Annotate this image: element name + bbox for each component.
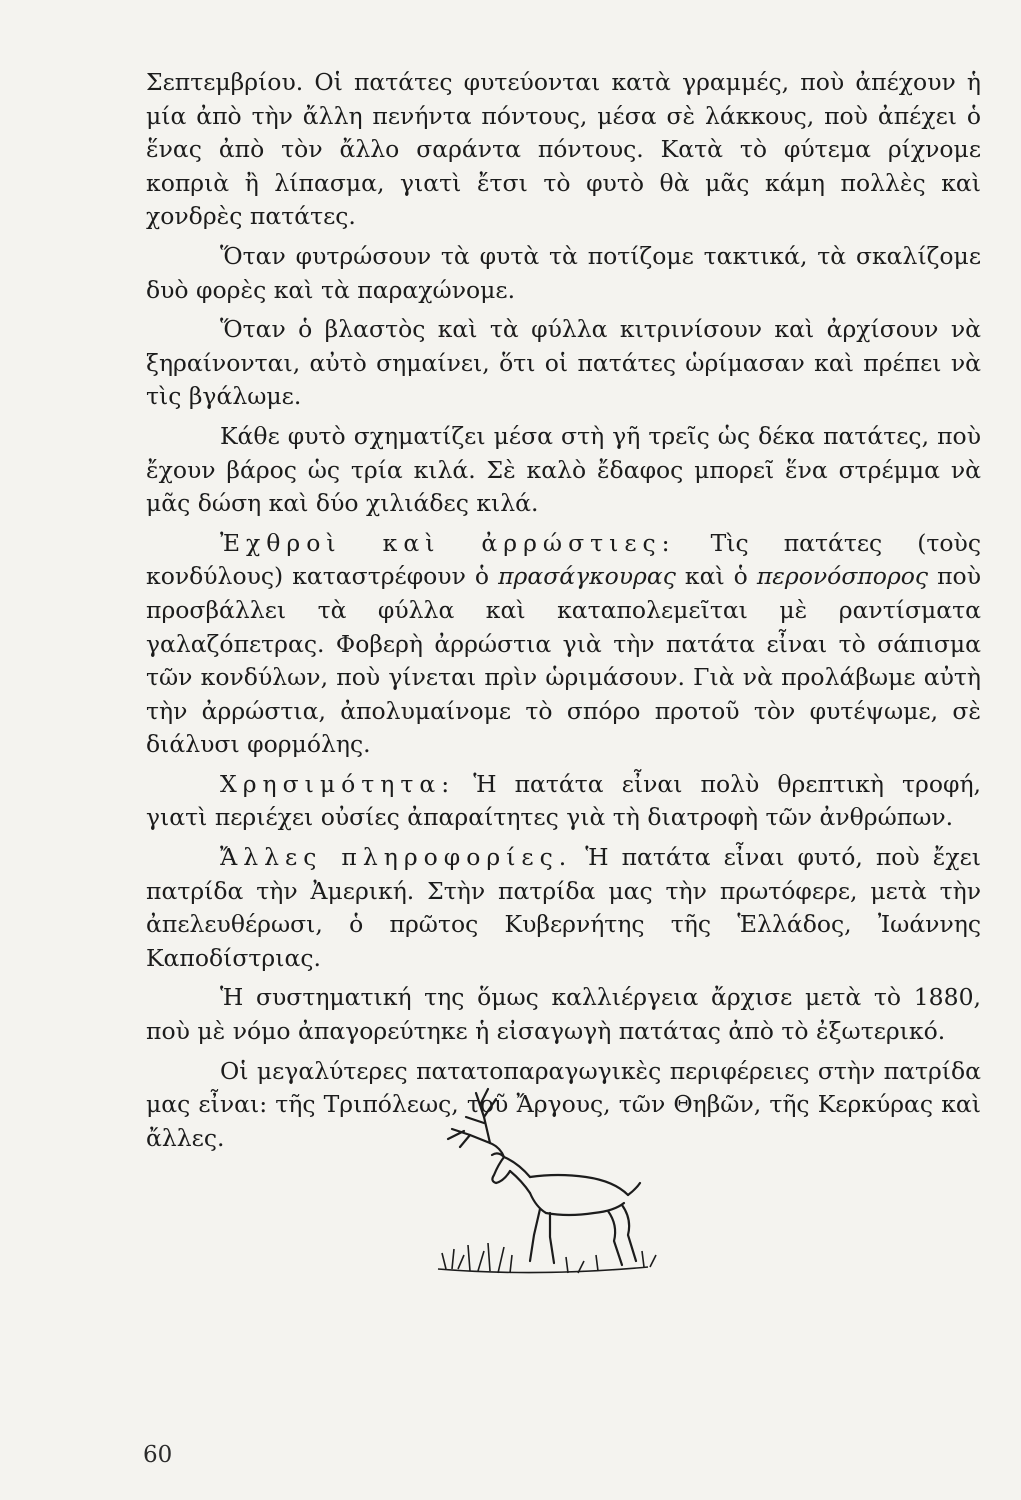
- enemies-heading: Ἐχθροὶ καὶ ἀρρώστιες:: [220, 528, 676, 557]
- usefulness-text: Ἡ πατάτα εἶναι πολὺ θρεπτικὴ τροφή, γιατὶ περιέχει οὐσίες ἀπαραίτητες γιὰ τὴ διατροφὴ τῶν ἀνθρώπων.: [146, 769, 981, 832]
- deer-icon: [418, 1085, 663, 1280]
- usefulness-heading: Χρησιμότητα:: [220, 769, 456, 798]
- page-number: 60: [143, 1442, 173, 1468]
- paragraph-enemies: [146, 527, 981, 762]
- pest-name-2: περονόσπορος: [756, 562, 929, 591]
- paragraph-yield: Κάθε φυτὸ σχηματίζει μέσα στὴ γῆ τρεῖς ὡς δέκα πατάτες, ποὺ ἔχουν βάρος ὡς τρία κιλά. Σὲ καλὸ ἔδαφος μπορεῖ ἕνα στρέμμα νὰ μᾶς δώση καὶ δύο χιλιάδες κιλά.: [146, 421, 981, 518]
- enemies-text-2: καὶ ὁ: [675, 562, 757, 591]
- enemies-text-1: Τὶς πατάτες (τοὺς κονδύλους) καταστρέφουν ὁ: [146, 528, 982, 591]
- other-info-heading: Ἄλλες πληροφορίες.: [220, 843, 573, 872]
- page-body: [146, 66, 981, 1161]
- other-info-text: Ἡ πατάτα εἶναι φυτό, ποὺ ἔχει πατρίδα τὴν Ἀμερική. Στὴν πατρίδα μας τὴν πρωτόφερε, μετὰ τὴν ἀπελευθέρωσι, ὁ πρῶτος Κυβερνήτης τῆς Ἑλλάδος, Ἰωάννης Καποδίστριας.: [146, 843, 981, 972]
- paragraph-sprouting: Ὅταν φυτρώσουν τὰ φυτὰ τὰ ποτίζομε τακτικά, τὰ σκαλίζομε δυὸ φορὲς καὶ τὰ παραχώνομε.: [146, 241, 981, 304]
- paragraph-regions: Οἱ μεγαλύτερες πατατοπαραγωγικὲς περιφέρειες στὴν πατρίδα μας εἶναι: τῆς Τριπόλεως, τοῦ Ἄργους, τῶν Θηβῶν, τῆς Κερκύρας καὶ ἄλλες.: [146, 1056, 981, 1152]
- paragraph-planting: Σεπτεμβρίου. Οἱ πατάτες φυτεύονται κατὰ γραμμές, ποὺ ἀπέχουν ἡ μία ἀπὸ τὴν ἄλλη πενήντα πόντους, μέσα σὲ λάκκους, ποὺ ἀπέχει ὁ ἕνας ἀπὸ τὸν ἄλλο σαράντα πόντους. Κατὰ τὸ φύτεμα ρίχνομε κοπριὰ ἢ λίπασμα, γιατὶ ἔτσι τὸ φυτὸ θὰ μᾶς κάμη πολλὲς καὶ χονδρὲς πατάτες.: [146, 68, 981, 231]
- enemies-text-3: ποὺ προσβάλλει τὰ φύλλα καὶ καταπολεμεῖται μὲ ραντίσματα γαλαζόπετρας. Φοβερὴ ἀρρώστια γιὰ τὴν πατάτα εἶναι τὸ σάπισμα τῶν κονδύλων, ποὺ γίνεται πρὶν ὡριμάσουν. Γιὰ νὰ προλάβωμε αὐτὴ τὴν ἀρρώστια, ἀπολυμαίνομε τὸ σπόρο προτοῦ τὸν φυτέψωμε, σὲ διάλυσι φορμόλης.: [146, 562, 981, 759]
- paragraph-ripening: Ὅταν ὁ βλαστὸς καὶ τὰ φύλλα κιτρινίσουν καὶ ἀρχίσουν νὰ ξηραίνονται, αὐτὸ σημαίνει, ὅτι οἱ πατάτες ὡρίμασαν καὶ πρέπει νὰ τὶς βγάλωμε.: [146, 315, 981, 411]
- paragraph-other-info: [146, 841, 981, 975]
- paragraph-cultivation-history: Ἡ συστηματική της ὅμως καλλιέργεια ἄρχισε μετὰ τὸ 1880, ποὺ μὲ νόμο ἀπαγορεύτηκε ἡ εἰσαγωγὴ πατάτας ἀπὸ τὸ ἐξωτερικό.: [146, 983, 981, 1046]
- pest-name-1: πρασάγκουρας: [498, 562, 676, 591]
- paragraph-usefulness: [146, 768, 981, 835]
